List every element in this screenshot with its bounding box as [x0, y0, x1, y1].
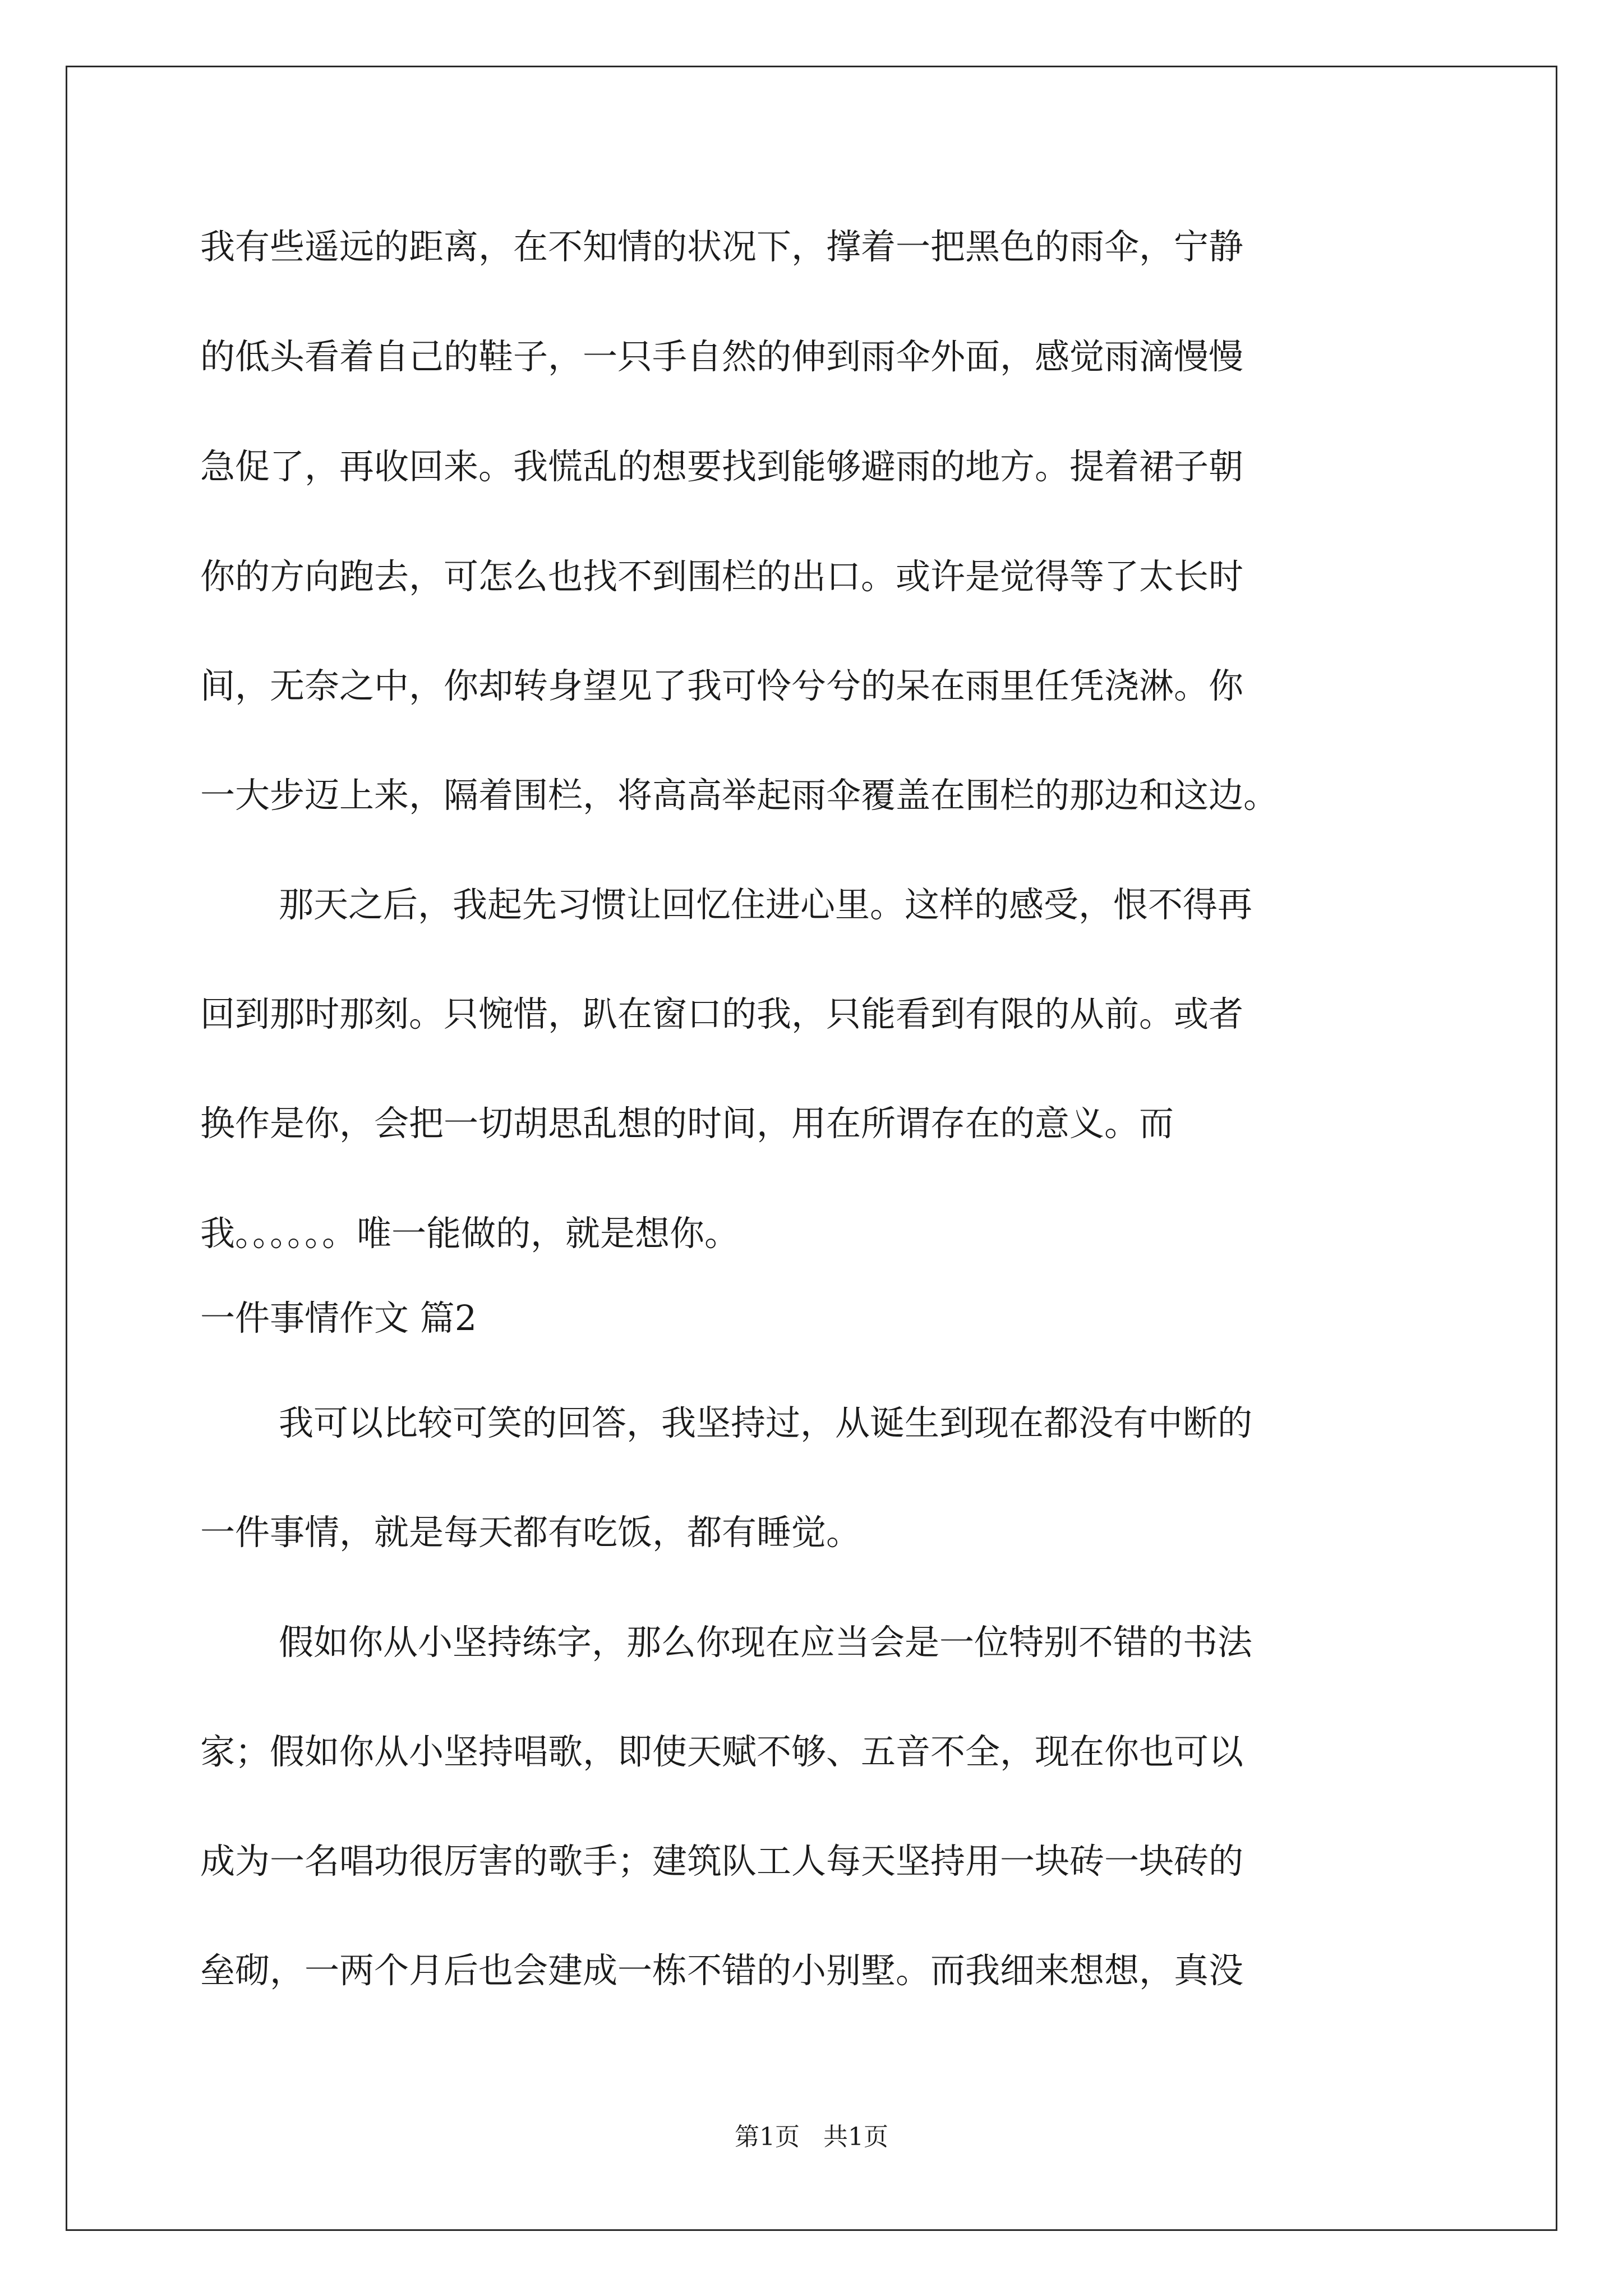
text-line: 成为一名唱功很厉害的歌手；建筑队工人每天坚持用一块砖一块砖的 [200, 1841, 1244, 1881]
text-line: 一大步迈上来，隔着围栏，将高高举起雨伞覆盖在围栏的那边和这边。 [200, 775, 1279, 816]
text-line: 一件事情，就是每天都有吃饭，都有睡觉。 [200, 1512, 861, 1553]
page-number-footer: 第1页 共1页 [735, 2123, 888, 2151]
paragraph-start-line: 假如你从小坚持练字，那么你现在应当会是一位特别不错的书法 [279, 1622, 1253, 1663]
text-line: 家；假如你从小坚持唱歌，即使天赋不够、五音不全，现在你也可以 [200, 1731, 1244, 1772]
page-border [66, 66, 1557, 2231]
text-line: 你的方向跑去，可怎么也找不到围栏的出口。或许是觉得等了太长时 [200, 556, 1244, 597]
text-line: 垒砌，一两个月后也会建成一栋不错的小别墅。而我细来想想，真没 [200, 1950, 1244, 1991]
text-line: 换作是你，会把一切胡思乱想的时间，用在所谓存在的意义。而 [200, 1103, 1174, 1144]
text-line: 我有些遥远的距离，在不知情的状况下，撑着一把黑色的雨伞，宁静 [200, 226, 1244, 267]
text-line: 的低头看着自己的鞋子，一只手自然的伸到雨伞外面，感觉雨滴慢慢 [200, 336, 1244, 377]
paragraph-start-line: 那天之后，我起先习惯让回忆住进心里。这样的感受，恨不得再 [279, 884, 1253, 925]
paragraph-start-line: 我可以比较可笑的回答，我坚持过，从诞生到现在都没有中断的 [279, 1402, 1253, 1443]
text-line: 我。。。。。。唯一能做的，就是想你。 [200, 1213, 740, 1254]
text-line: 急促了，再收回来。我慌乱的想要找到能够避雨的地方。提着裙子朝 [200, 446, 1244, 487]
text-line: 回到那时那刻。只惋惜，趴在窗口的我，只能看到有限的从前。或者 [200, 993, 1244, 1034]
text-line: 间，无奈之中，你却转身望见了我可怜兮兮的呆在雨里任凭浇淋。你 [200, 665, 1244, 706]
section-heading: 一件事情作文 篇2 [200, 1297, 477, 1338]
